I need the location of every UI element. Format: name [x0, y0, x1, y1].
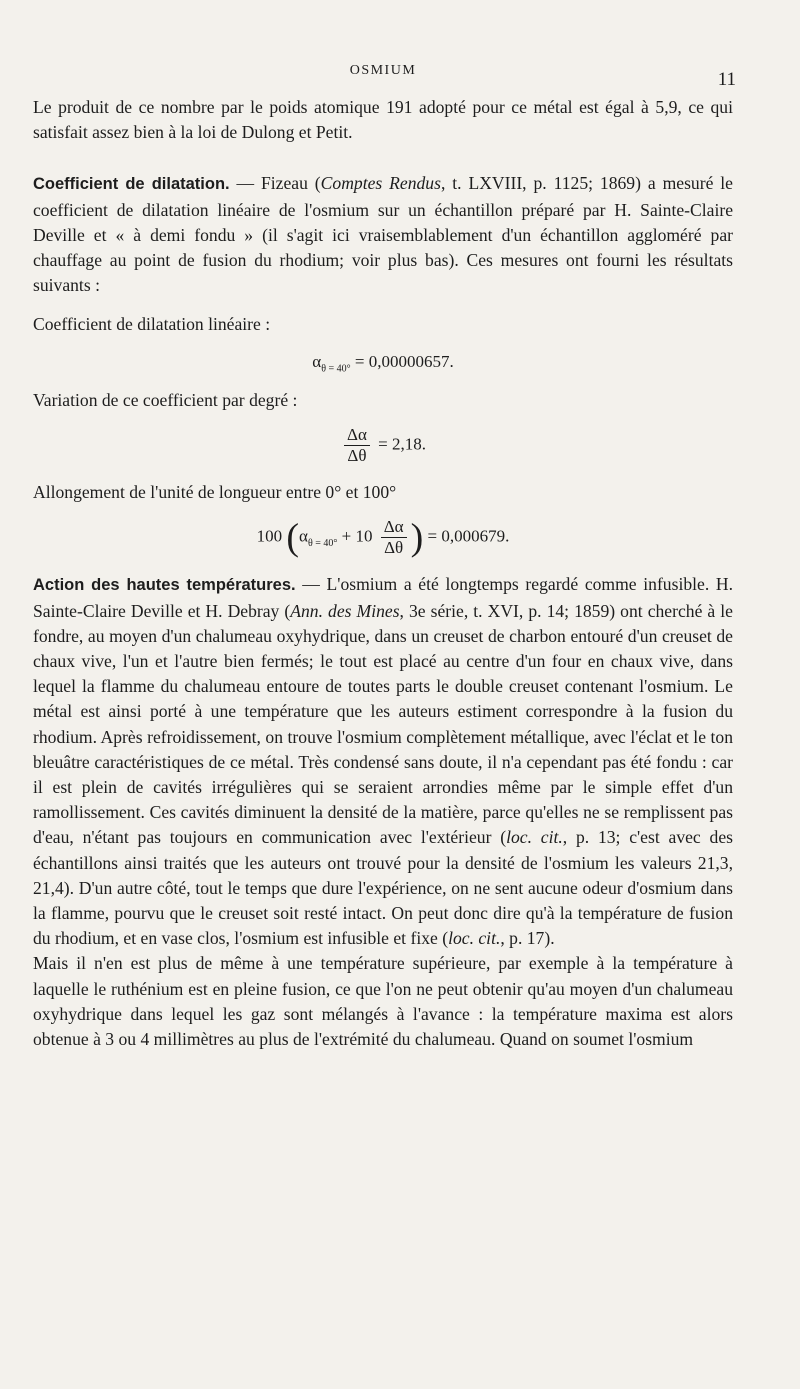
formula-alpha	[33, 352, 733, 374]
allong-prefix: 100	[256, 526, 283, 546]
allong-value: = 0,000679.	[427, 526, 510, 546]
action-reference-2: loc. cit.	[506, 827, 563, 848]
allong-denominator: Δθ	[384, 538, 404, 558]
formula-allongement: 100 ($\alpha_{\theta = 40^\circ} + 10$ $\frac{\Delta\alpha}{\Delta\theta}$ ) = 0,000679.	[256, 516, 510, 559]
allong-plus: + 10	[341, 526, 373, 546]
action-text-c: , p. 13; c'est avec des échantillons ainsi traités que les auteurs ont trouvé pour la densité de l'osmium les valeurs 21,3, 21,4). D'un autre côté, tout le temps que dure l'expérience, on ne sent aucune odeur d'osmium dans la flamme, pourvu que le creuset soit resté intact. On peut donc dire qu'à la température de fusion du rhodium, et en vase clos, l'osmium est infusible et fixe (	[33, 827, 733, 949]
page-header	[33, 55, 736, 95]
running-title: OSMIUM	[349, 63, 417, 78]
dilatation-reference: Comptes Rendus	[320, 173, 441, 194]
delta-fraction	[344, 425, 370, 466]
action-reference-3: loc. cit.	[448, 928, 501, 949]
action-reference: Ann. des Mines	[290, 600, 400, 621]
allong-fraction	[381, 517, 407, 558]
action-text-d: , p. 17).	[500, 928, 555, 949]
alpha-value: = 0,00000657.	[354, 351, 454, 371]
formula-delta	[33, 425, 733, 466]
delta-numerator: Δα	[344, 425, 370, 446]
action-heading: Action des hautes températures.	[33, 576, 296, 595]
variation-label: Variation de ce coefficient par degré :	[33, 390, 298, 411]
dilatation-text-a: — Fizeau (	[229, 173, 321, 194]
coef-label: Coefficient de dilatation linéaire :	[33, 314, 271, 335]
last-paragraph: Mais il n'en est plus de même à une température supérieure, par exemple à la température à laquelle le ruthénium est en pleine fusion, ce que l'on ne peut obtenir qu'au moyen d'un chalumeau oxyhydrique dans lequel les gaz sont mélangés à l'avance : la température maxima est alors obtenue à 3 ou 4 millimètres au plus de l'extrémité du chalumeau. Quand on soumet l'osmium	[33, 953, 733, 1050]
dilatation-paragraph	[33, 171, 733, 298]
page-number: 11	[717, 69, 736, 90]
allongement-label: Allongement de l'unité de longueur entre 0° et 100°	[33, 482, 397, 503]
action-text-b: , 3e série, t. XVI, p. 14; 1859) ont cherché à le fondre, au moyen d'un chalumeau oxyhydrique, dans un creuset de charbon entouré d'un creuset de chaux vive, l'un et l'autre bien fermés; le tout est placé au centre d'un four en chaux vive, dans lequel la flamme du chalumeau entoure de toutes parts le double creuset contenant l'osmium. Le métal est ainsi porté à une température que les auteurs estiment correspondre à la fusion du rhodium. Après refroidissement, on trouve l'osmium complètement métallique, avec l'éclat et le ton bleuâtre caractéristiques de ce métal. Très condensé sans doute, il n'a cependant pas été fondu : car il est plein de cavités irrégulières qui se seraient arrondies même par le simple effet d'un ramollissement. Ces cavités diminuent la densité de la matière, parce qu'elles ne se remplissent pas d'eau, n'étant pas toujours en communication avec l'extérieur (	[33, 600, 733, 848]
delta-value: = 2,18.	[378, 434, 426, 454]
allong-alpha: α	[299, 526, 308, 546]
allong-numerator: Δα	[381, 517, 407, 538]
allong-subscript: θ = 40°	[307, 538, 338, 550]
dilatation-text-b: , t. LXVIII, p. 1125; 1869) a mesuré le coefficient de dilatation linéaire de l'osmium sur un échantillon préparé par H. Sainte-Claire Deville et « à demi fondu » (il s'agit ici vraisemblablement d'un échantillon aggloméré par chauffage au point de fusion du rhodium; voir plus bas). Ces mesures ont fourni les résultats suivants :	[33, 173, 733, 296]
action-text-a: — L'osmium a été longtemps regardé comme infusible. H. Sainte-Claire Deville et H. Debray (	[33, 574, 734, 621]
alpha-symbol: α	[312, 351, 322, 371]
page	[33, 55, 736, 1052]
dilatation-heading: Coefficient de dilatation.	[33, 175, 230, 194]
intro-paragraph: Le produit de ce nombre par le poids atomique 191 adopté pour ce métal est égal à 5,9, ce qui satisfait assez bien à la loi de Dulong et Petit.	[33, 97, 733, 143]
alpha-subscript: θ = 40°	[321, 363, 351, 375]
action-paragraph	[33, 572, 733, 951]
delta-denominator: Δθ	[347, 446, 367, 466]
